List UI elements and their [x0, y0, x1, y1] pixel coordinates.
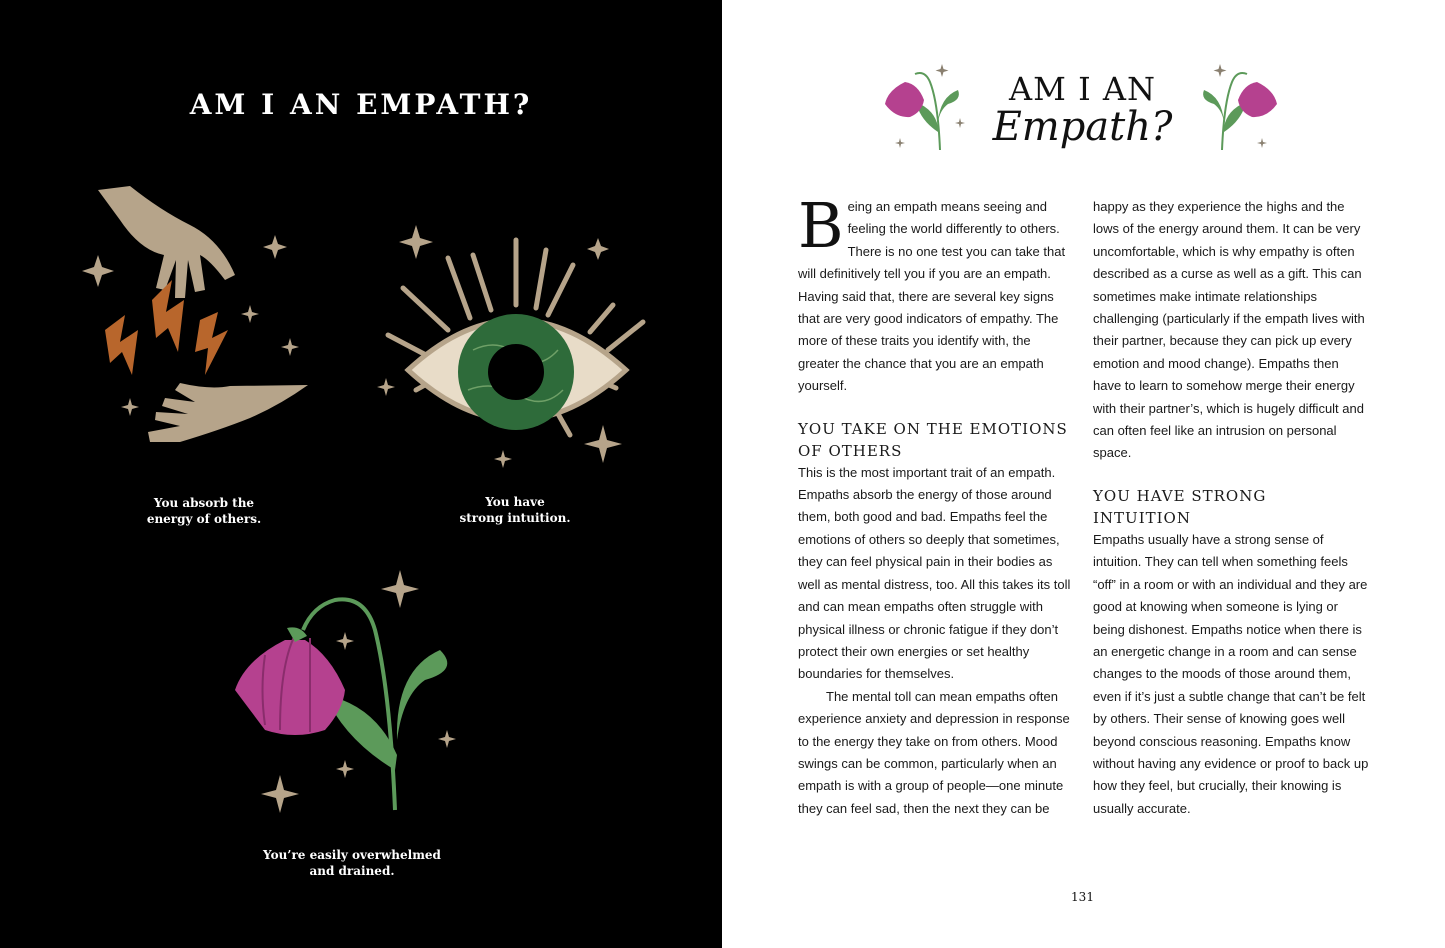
- evil-eye-icon: [378, 210, 658, 480]
- paragraph: happy as they experience the highs and the lows of the energy around them. It can be very uncomfortable, which is why empathy is often described as a curse as well as a gift. This can sometimes make intimate relationships challenging (particularly if the empath lives with their partner, because they can pick up every emotion and mood change). Empaths then have to learn to somehow merge their energy with their partner’s, which is hugely difficult and can often feel like an intrusion on personal space.: [1093, 199, 1365, 461]
- hands-lightning-icon: [80, 180, 320, 460]
- section-heading-emotions: YOU TAKE ON THE EMOTIONS OF OTHERS: [798, 419, 1068, 460]
- flower-icon: [225, 570, 465, 830]
- text-column-left: [798, 189, 1074, 820]
- caption-absorb-energy: You absorb the energy of others.: [146, 496, 262, 526]
- page-number: 131: [1071, 890, 1094, 904]
- flower-icon-right: [1200, 62, 1290, 154]
- section-heading-intuition: YOU HAVE STRONG INTUITION: [1093, 486, 1267, 527]
- caption-strong-intuition: You have strong intuition.: [459, 495, 571, 525]
- paragraph: The mental toll can mean empaths often experience anxiety and depression in response to the energy they take on from others. Mood swings can be common, particularly when an empath is with a group of people—one minute they can feel sad, then the next they can be: [798, 688, 1070, 816]
- text-column-right: [1093, 196, 1369, 820]
- flower-icon-left: [880, 62, 970, 154]
- left-page-title: AM I AN EMPATH?: [189, 88, 533, 121]
- left-page: [0, 0, 722, 948]
- paragraph: This is the most important trait of an empath. Empaths absorb the energy of those around them, both good and bad. Empaths feel the emotions of others so deeply that sometimes, they can feel physical pain in their bodies as well as mental distress, too. All this takes its toll and can mean empaths often struggle with physical illness or chronic fatigue if they don’t protect their own energies or set healthy boundaries for themselves.: [798, 464, 1071, 682]
- caption-overwhelmed: You’re easily overwhelmed and drained.: [263, 848, 441, 878]
- intro-paragraph: Being an empath means seeing and feeling the world differently to others. There is no one test you can take that will definitively tell you if you are an empath. Having said that, there are several key signs that are very good indicators of empathy. The more of these traits you identify with, the greater the chance that you are an empath yourself.: [798, 189, 1066, 394]
- right-page-title-script: Empath?: [992, 104, 1173, 150]
- paragraph: Empaths usually have a strong sense of intuition. They can tell when something feels “off” in a room or with an individual and they are good at knowing when someone is lying or being dishonest. Empaths notice when there is an energetic change in a room and can sense changes to the moods of those around them, even if it’s just a subtle change that can’t be felt by others. Their sense of knowing goes well beyond conscious reasoning. Empaths know without having any evidence or proof to back up how they feel, but crucially, their knowing is usually accurate.: [1093, 531, 1369, 816]
- drop-cap: B: [798, 189, 844, 262]
- right-page-title: AM I AN: [1009, 70, 1156, 108]
